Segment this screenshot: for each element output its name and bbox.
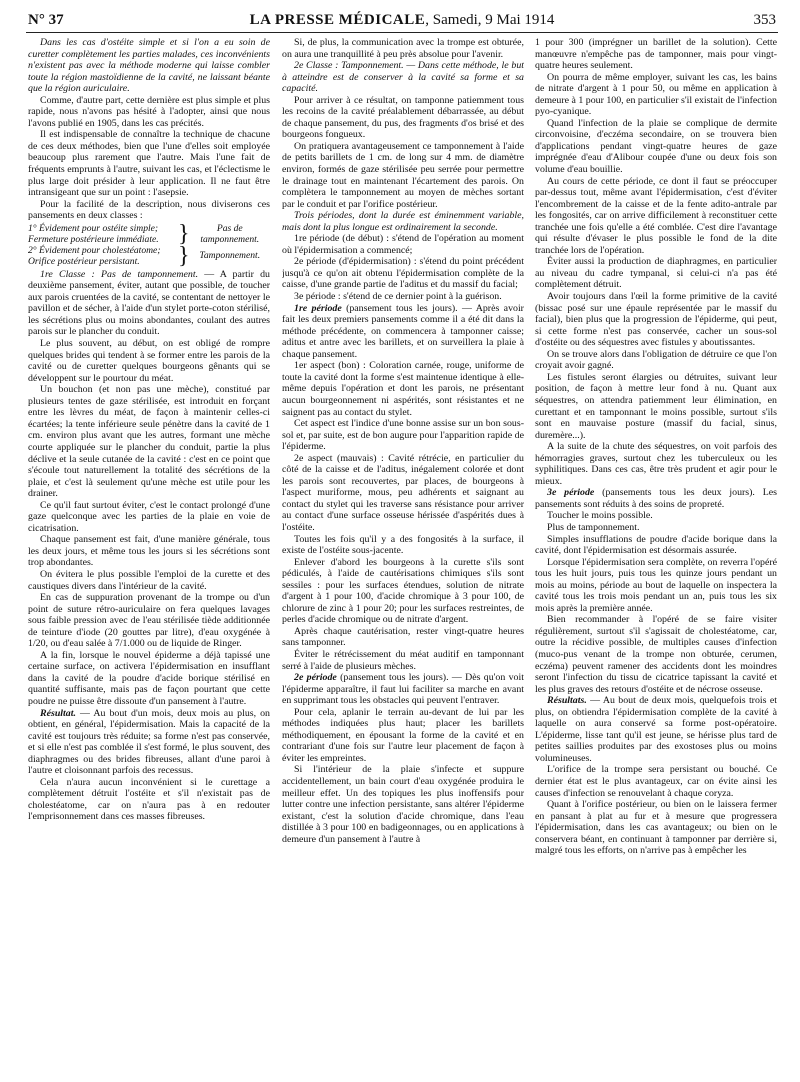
paragraph: Simples insufflations de poudre d'acide borique dans la cavité, dont l'épidermisation est désormais assurée. <box>535 533 777 557</box>
period-paragraph: 3e période (pansements tous les deux jours). Les pansements sont réduits à des soins de propreté. <box>535 487 777 510</box>
period-heading: 3e période <box>547 487 595 499</box>
paragraph: 1 pour 300 (imprégner un barillet de la solution). Cette manœuvre n'empêche pas de tamponner, mais pour vingt-quatre heures seulement. <box>535 37 777 72</box>
paragraph: On se trouve alors dans l'obligation de détruire ce que l'on croyait avoir gagné. <box>535 348 777 372</box>
period-heading: 1re période <box>294 302 342 314</box>
paragraph: Il est indispensable de connaître la technique de chacune de ces deux méthodes, bien que l'une d'elles soit employée beaucoup plus rarement que l'autre. Mais l'une fait de fréquents emprunts à l'autre, suivant les cas, et l'éclectisme le plus large doit présider à leur application. Il ne faut être intransigeant que sur un point : l'asepsie. <box>28 129 270 199</box>
section-heading: 1re Classe : Pas de tamponnement. <box>40 268 199 280</box>
paragraph: Bien recommander à l'opéré de se faire visiter régulièrement, surtout s'il s'agissait de cholestéatome, car, outre la récidive possible, de multiples causes d'infection (muco-pus venant de la trompe non obturée, cerumen, eczéma) peuvent ramener des accidents dont les moindres seront l'infection du tissu de cicatrice tapissant la cavité et les plus graves des retours d'ostéite et de nécrose osseuse. <box>535 614 777 695</box>
paragraph: Quant à l'orifice postérieur, ou bien on le laissera fermer en pansant à plat au fur et à mesure que progressera l'épidermisation, dans les cas avantageux; ou bien on le conservera béant, en continuant à tamponner par derrière si, malgré tous les efforts, on n'arrive pas à empêcher les <box>535 799 777 857</box>
classification-table <box>28 220 270 269</box>
paragraph: L'orifice de la trompe sera persistant ou bouché. Ce dernier état est le plus avantageux, car on évite ainsi les causes d'infection se renouvelant à chaque coryza. <box>535 764 777 799</box>
paragraph: Pour arriver à ce résultat, on tamponne patiemment tous les recoins de la cavité préalablement débarrassée, au début de chaque pansement, du pus, des fragments d'os brisé et des bourgeons fongueux. <box>282 94 524 141</box>
result-heading: Résultats. <box>547 695 587 707</box>
period-heading: 2e période <box>294 672 337 684</box>
period-paragraph: 2e période (pansement tous les jours). — Dès qu'on voit l'épiderme apparaître, il faut lui faciliter sa marche en avant en supprimant tous les obstacles qui peuvent l'entraver. <box>282 672 524 707</box>
paragraph: Avoir toujours dans l'œil la forme primitive de la cavité (bissac posé sur une épaule représentée par le massif du facial), bien plus que la progression de l'épiderme, qui peut, si cette forme n'est pas conservée, cacher un sous-sol d'ostéite ou des séquestres avec fistules y aboutissantes. <box>535 291 777 349</box>
brace-2: } <box>178 242 190 269</box>
paragraph: Éviter aussi la production de diaphragmes, en particulier au niveau du cadre tympanal, si celui-ci n'a pas été complètement détruit. <box>535 256 777 291</box>
paragraph: Comme, d'autre part, cette dernière est plus simple et plus rapide, nous n'avons pas hésité à l'adopter, ainsi que nous l'avons publié en 1905, dans les cas précités. <box>28 94 270 129</box>
paragraph: Au cours de cette période, ce dont il faut se préoccuper par-dessus tout, même avant l'épidermisation, c'est d'éviter l'encombrement de la caisse et de la fente adito-antrale par les fongosités, car on arrive difficilement à reconstituer cette tranchée une fois qu'elle a été comblée. C'est dire l'avantage qui résulte d'évaser le plus possible le fond de la dite tranchée lors de l'opération. <box>535 175 777 256</box>
period-paragraph: 1re période (pansement tous les jours). — Après avoir fait les deux premiers pansements comme il a été dit dans la méthode précédente, on commencera à tamponner caisse; aditus et antre avec les barillets, et on surveillera la plaie à chaque pansement. <box>282 302 524 360</box>
article-body <box>26 37 778 1073</box>
issue-date: , Samedi, 9 Mai 1914 <box>425 12 555 28</box>
class-2-description: 2° Évidement pour cholestéatome; Orifice postérieur persistant. <box>28 244 161 267</box>
paragraph: Si l'intérieur de la plaie s'infecte et suppure accidentellement, un bain court d'eau oxygénée produira le meilleur effet. Un des topiques les plus inoffensifs pour lutter contre une infection persistante, sans altérer l'épiderme existant, c'est la solution d'acide chromique, dans l'eau distillée à 3 pour 100 en badigeonnages, ou en applications à demeure d'un pansement à l'autre à <box>282 764 524 845</box>
journal-name: LA PRESSE MÉDICALE <box>249 12 426 28</box>
aspect-paragraph: 2e aspect (mauvais) : Cavité rétrécie, en particulier du côté de la caisse et de l'aditus, inégalement colorée et dont les parois sont recouvertes, par places, de bourgeons à l'aspect muriforme, mous, peu adhérents et saignant au contact du stylet qui les traverse sans résistance pour arriver au contact d'une surface osseuse hérissée d'aspérités dues à l'ostéite. <box>282 452 524 533</box>
paragraph: Si, de plus, la communication avec la trompe est obturée, on aura une tranquillité à peu près absolue pour l'avenir. <box>282 37 524 60</box>
paragraph: Toutes les fois qu'il y a des fongosités à la surface, il existe de l'ostéite sous-jacente. <box>282 533 524 557</box>
aspect-paragraph: 1er aspect (bon) : Coloration carnée, rouge, uniforme de toute la cavité dont la forme s'est maintenue identique à elle-même depuis l'opération et dont les parois, ne présentant aucun bourgeonnement ni aspérités, sont résistantes et ne saignent pas au contact du stylet. <box>282 360 524 418</box>
paragraph: Un bouchon (et non pas une mèche), constitué par plusieurs tentes de gaze stérilisée, est introduit en forçant entre les lèvres du méat, de façon à maintenir celles-ci écartées; la tente inférieure seule pénètre dans la cavité de 1 cm. environ plus avant que les autres, formant une mèche courte appliquée sur le plancher du conduit, partie la plus déclive et la seule cutanée de la cavité : c'est en ce point que s'écoule tout naturellement la totalité des sécrétions de la plaie, et c'est là seulement qu'une mèche est utile pour les drainer. <box>28 384 270 500</box>
page-header <box>26 10 778 33</box>
paragraph: A la fin, lorsque le nouvel épiderme a déjà tapissé une certaine surface, on activera l'épidermisation en insufflant dans la cavité de la poudre d'acide borique stérilisé en quantité suffisante, mais pas de façon pourtant que cette poudre ne puisse être dissoute d'un pansement à l'autre. <box>28 649 270 707</box>
page-number: 353 <box>753 12 776 28</box>
paragraph: Cet aspect est l'indice d'une bonne assise sur un bon sous-sol et, par suite, est de bon augure pour l'apparition rapide de l'épiderme. <box>282 418 524 453</box>
journal-title <box>26 12 778 29</box>
paragraph: Enlever d'abord les bourgeons à la curette s'ils sont pédiculés, à l'aide de cautérisations chimiques s'ils sont sessiles : pour les surfaces étendues, solution de nitrate d'argent à 1 pour 100, d'acide chromique à 3 pour 100, de chlorure de zinc à 1 pour 20; pour les surfaces restreintes, de perles d'acide chromique ou de nitrate d'argent. <box>282 556 524 626</box>
section-paragraph: 1re Classe : Pas de tamponnement. — A partir du deuxième pansement, éviter, autant que possible, de toucher aux parois cruentées de la cavité, se contentant de nettoyer le pavillon et de sécher, à l'aide d'un stylet porte-coton stérilisé, les sécrétions plus ou moins abondantes, coulant des autres parois sur le plancher du conduit. <box>28 268 270 338</box>
paragraph: Chaque pansement est fait, d'une manière générale, tous les deux jours, et même tous les jours si les sécrétions sont trop abondantes. <box>28 534 270 569</box>
class-2-treatment: Tamponnement. <box>199 250 261 262</box>
paragraph: On évitera le plus possible l'emploi de la curette et des caustiques divers dans l'intérieur de la cavité. <box>28 568 270 592</box>
paragraph: Pour cela, aplanir le terrain au-devant de lui par les méthodes indiquées plus haut; placer les barillets méthodiquement, en épousant la forme de la cavité et en contrariant d'une fois sur l'autre leur placement de façon à éviter les empreintes. <box>282 706 524 764</box>
instruction-line: Plus de tamponnement. <box>547 521 640 533</box>
section-heading: 2e Classe : Tamponnement. <box>294 60 404 72</box>
paragraph: Trois périodes, dont la durée est éminemment variable, mais dont la plus longue est ordinairement la seconde. <box>282 210 524 233</box>
paragraph: On pourra de même employer, suivant les cas, les bains de nitrate d'argent à 1 pour 50, ou même en application à demeure à 1 pour 100, en particulier s'il existait de l'infection pyo-cyanique. <box>535 71 777 118</box>
instruction-line: Toucher le moins possible. <box>547 510 653 522</box>
result-heading: Résultat. <box>40 707 76 719</box>
paragraph: Après chaque cautérisation, rester vingt-quatre heures sans tamponner. <box>282 625 524 649</box>
paragraph: Éviter le rétrécissement du méat auditif en tamponnant serré à l'aide de plusieurs mèches. <box>282 648 524 672</box>
paragraph: Lorsque l'épidermisation sera complète, on reverra l'opéré tous les huit jours, puis tous les quinze jours pendant un mois au moins, période au bout de laquelle on inspectera la cavité tous les trois mois pendant un an, puis tous les six mois après la première année. <box>535 556 777 614</box>
column-3 <box>535 37 777 1073</box>
result-paragraph: Résultat. — Au bout d'un mois, deux mois au plus, on obtient, en général, l'épidermisation. Mais la capacité de la cavité est toujours très réduite; sa forme n'est pas conservée, et si elle n'est pas comblée il s'est formé, le plus souvent, des diaphragmes ou des brides fibreuses, allant d'une paroi à l'autre et cloisonnant parfois des recessus. <box>28 707 270 777</box>
period-definition: 2e période (d'épidermisation) : s'étend du point précédent jusqu'à ce qu'on ait obtenu l'épidermisation complète de la caisse, d'une grande partie de l'aditus et du massif du facial; <box>282 256 524 291</box>
column-2 <box>282 37 524 1073</box>
issue-number: N° 37 <box>28 12 64 28</box>
brace-1: } <box>178 220 190 247</box>
paragraph: Pour la facilité de la description, nous diviserons ces pansements en deux classes : <box>28 198 270 222</box>
paragraph: Ce qu'il faut surtout éviter, c'est le contact prolongé d'une gaze quelconque avec les parties de la plaie en voie de cicatrisation. <box>28 499 270 534</box>
section-paragraph: 2e Classe : Tamponnement. — Dans cette méthode, le but à atteindre est de conserver à la cavité sa forme et sa capacité. <box>282 60 524 95</box>
period-definition: 1re période (de début) : s'étend de l'opération au moment où l'épidermisation a commencé; <box>282 233 524 256</box>
paragraph: Dans les cas d'ostéite simple et si l'on a eu soin de curetter complètement les parties malades, ces inconvénients n'existent pas avec la méthode moderne qui laisse combler toute la région mastoïdienne de la cavité, ne laissant béante que la région auriculaire. <box>28 37 270 95</box>
paragraph: En cas de suppuration provenant de la trompe ou d'un point de suture rétro-auriculaire on fera quelques lavages sous faible pression avec de l'eau stérilisée tiède additionnée de teinture d'iode (20 gouttes par litre), d'eau oxygénée à 1/20, ou d'eau salée à 7/1.000 ou de liquide de Ringer. <box>28 592 270 650</box>
period-definition: 3e période : s'étend de ce dernier point à la guérison. <box>294 291 502 303</box>
paragraph: Le plus souvent, au début, on est obligé de rompre quelques brides qui tendent à se former entre les parois de la cavité ou de curetter quelques bourgeons gênants qui se développent sur le pourtour du méat. <box>28 338 270 384</box>
class-1-treatment: Pas de tamponnement. <box>200 222 260 245</box>
paragraph: A la suite de la chute des séquestres, on voit parfois des hémorragies graves, surtout chez les tuberculeux ou les syphilitiques. Dans ces cas, être très prudent et agir pour le mieux. <box>535 441 777 487</box>
column-1 <box>28 37 270 1073</box>
class-1-description: 1° Évidement pour ostéite simple; Fermeture postérieure immédiate. <box>28 222 159 245</box>
journal-page <box>26 10 778 1076</box>
paragraph: Les fistules seront élargies ou détruites, suivant leur position, de façon à mettre leur fond à nu. Quant aux séquestres, on attendra patiemment leur élimination, en curettant et en tamponnant le moins possible, surtout s'ils sont en mauvaise posture (massif du facial, sinus, duremère...). <box>535 371 777 441</box>
result-paragraph: Résultats. — Au bout de deux mois, quelquefois trois et plus, on obtiendra l'épidermisation complète de la cavité à laquelle on aura conservé sa forme post-opératoire. L'épiderme, lisse tant qu'il est jeune, se hérisse plus tard de petites saillies produites par des exostoses plus ou moins volumineuses. <box>535 695 777 764</box>
paragraph: On pratiquera avantageusement ce tamponnement à l'aide de petits barillets de 1 cm. de long sur 4 mm. de diamètre environ, formés de gaze stérilisée peu serrée pour permettre le drainage tout en maintenant l'écartement des parois. On complètera le tamponnement au moyen de mèches sortant par le conduit et par l'orifice postérieur. <box>282 140 524 210</box>
paragraph: Quand l'infection de la plaie se complique de dermite circonvoisine, d'eczéma secondaire, on se trouvera bien d'applications pendant vingt-quatre heures de gaze imprégnée d'eau d'Alibour coupée d'une ou deux fois son volume d'eau bouillie. <box>535 117 777 176</box>
paragraph: Cela n'aura aucun inconvénient si le curettage a complètement détruit l'ostéite et s'il n'existait pas de cholestéatome, car on n'aura pas à en redouter l'emprisonnement dans ces masses fibreuses. <box>28 776 270 823</box>
